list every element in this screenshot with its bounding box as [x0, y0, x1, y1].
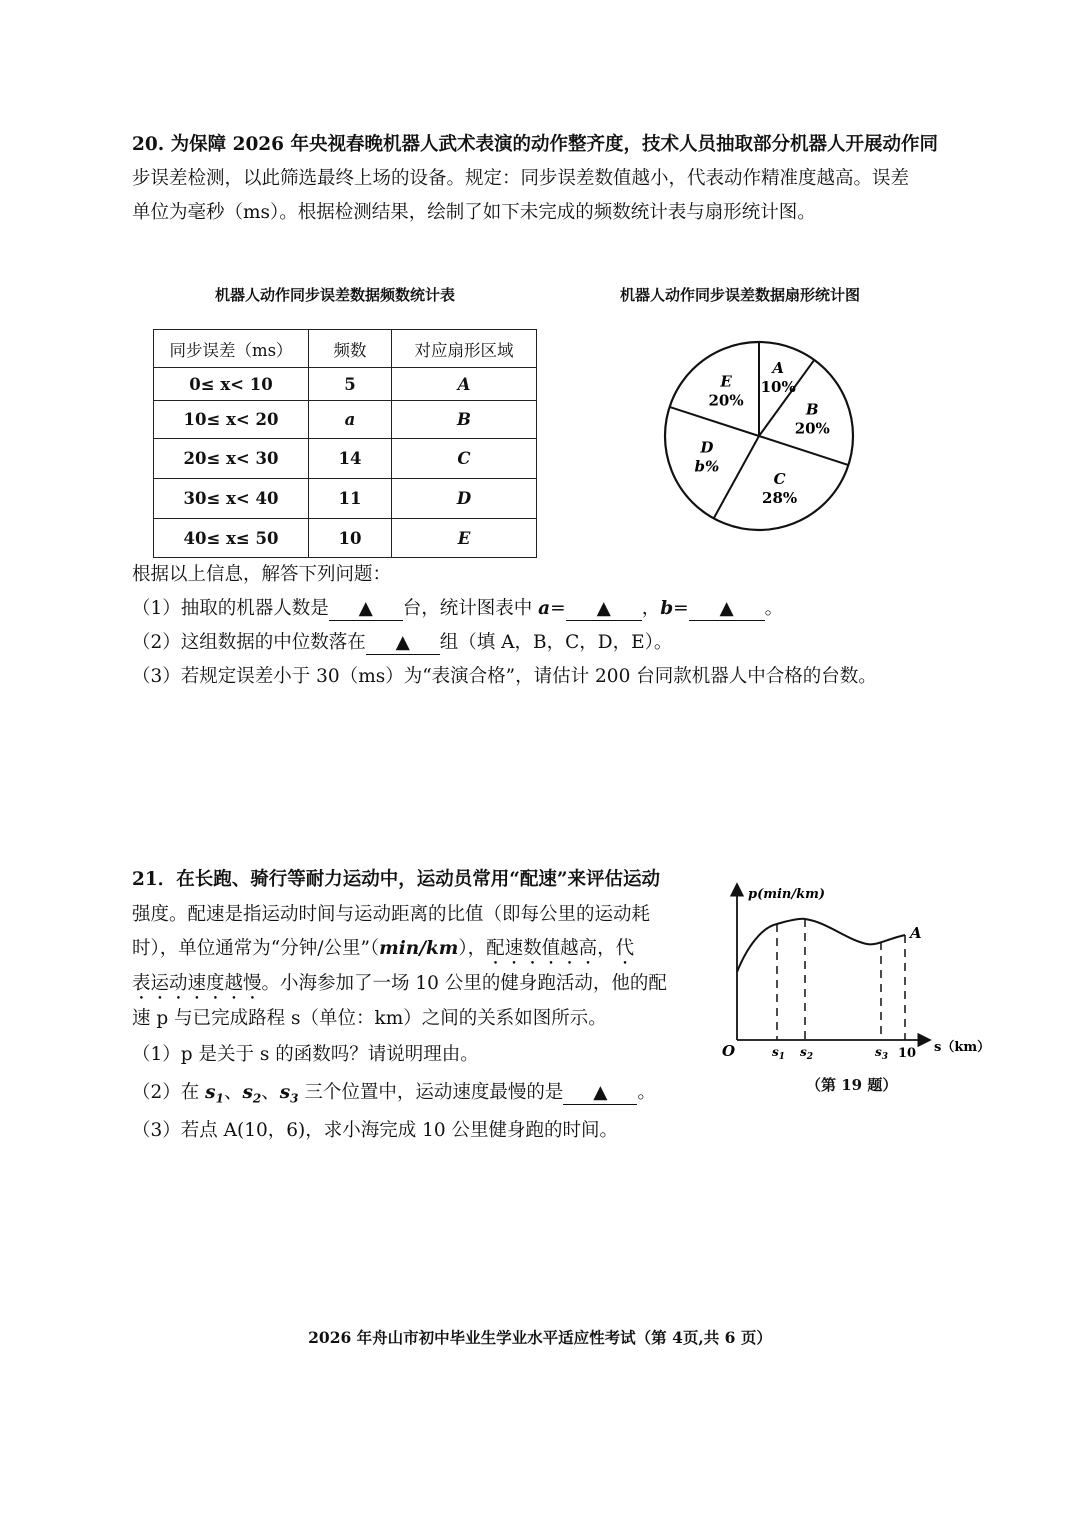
- pie-slice-label: D: [700, 438, 714, 457]
- table-header-region: 对应扇形区域: [392, 330, 537, 368]
- q20-sub1: [132, 592, 783, 626]
- pace-graph: [712, 872, 1002, 1097]
- table-cell-freq: 14: [309, 439, 392, 479]
- table-cell-range: 0≤ x< 10: [154, 368, 309, 401]
- origin-label: O: [722, 1042, 736, 1060]
- table-title: 机器人动作同步误差数据频数统计表: [215, 286, 456, 304]
- q21-sub3: （3）若点 A(10，6)，求小海完成 10 公里健身跑的时间。: [132, 1120, 619, 1141]
- pie-slice-value: b%: [694, 457, 720, 476]
- tick-s2: $s_2$: [800, 1045, 814, 1062]
- table-header-range: 同步误差（ms）: [154, 330, 309, 368]
- table-cell-region: C: [392, 439, 537, 479]
- q20-sub2-text2: 组（填 A，B，C，D，E）。: [439, 632, 673, 653]
- q21-line5: 速 p 与已完成路程 s（单位：km）之间的关系如图所示。: [132, 1008, 607, 1029]
- unit-min-km: min/km: [379, 938, 459, 959]
- table-cell-region: B: [392, 401, 537, 439]
- tick-s3: $s_3$: [875, 1045, 889, 1062]
- tick-10: 10: [898, 1046, 917, 1061]
- var-s2: $s_2$: [242, 1082, 262, 1106]
- q20-sub1-end: 。: [764, 598, 784, 619]
- q21-sub1: （1）p 是关于 s 的函数吗？请说明理由。: [132, 1044, 479, 1065]
- answer-blank-slowest[interactable]: ▲: [563, 1082, 637, 1105]
- table-header-freq: 频数: [309, 330, 392, 368]
- var-a: a: [538, 598, 551, 619]
- q20-sub1-text1: （1）抽取的机器人数是: [132, 598, 329, 619]
- q21-line2: 强度。配速是指运动时间与运动距离的比值（即每公里的运动耗: [132, 904, 651, 925]
- frequency-table: [153, 329, 537, 558]
- table-cell-region: A: [392, 368, 537, 401]
- q20-sub1-eq-b: =: [673, 598, 689, 619]
- table-cell-freq: 11: [309, 479, 392, 519]
- pie-slice-value: 10%: [760, 378, 796, 397]
- var-s3: $s_3$: [279, 1082, 299, 1106]
- pie-slice-label: C: [773, 470, 786, 489]
- table-row: [154, 519, 537, 558]
- q21-line3-a: 时），单位通常为“分钟/公里”（: [132, 938, 380, 959]
- answer-blank-a[interactable]: ▲: [566, 598, 642, 621]
- q21-sub2: （2）在 $s_1$、$s_2$、$s_3$ 三个位置中，运动速度最慢的是 ▲ 。: [132, 1082, 656, 1106]
- pie-slice-label: E: [720, 372, 732, 391]
- pie-divider: [759, 436, 848, 465]
- pie-slice-value: 20%: [794, 419, 830, 438]
- q20-sub1-sep: ，: [641, 598, 661, 619]
- answer-blank-median[interactable]: ▲: [366, 632, 440, 655]
- var-s1: $s_1$: [205, 1082, 224, 1106]
- pie-slice-value: 28%: [762, 489, 798, 508]
- table-cell-range: 40≤ x≤ 50: [154, 519, 309, 558]
- q20-sub3: （3）若规定误差小于 30（ms）为“表演合格”，请估计 200 台同款机器人中合格的台数。: [132, 666, 877, 687]
- table-cell-range: 30≤ x< 40: [154, 479, 309, 519]
- table-cell-range: 20≤ x< 30: [154, 439, 309, 479]
- pace-curve: [737, 919, 905, 972]
- q21-line3: [132, 932, 634, 969]
- q20-sub1-text2: 台，统计图表中: [402, 598, 539, 619]
- x-axis-label: s（km）: [934, 1040, 991, 1055]
- pie-slice-label: B: [805, 400, 819, 419]
- table-cell-range: 10≤ x< 20: [154, 401, 309, 439]
- table-row: [154, 401, 537, 439]
- y-axis-label: p(min/km): [748, 887, 826, 902]
- pie-chart: [655, 335, 865, 535]
- q21-line4: [132, 967, 667, 1004]
- var-b: b: [660, 598, 674, 619]
- table-cell-freq: 5: [309, 368, 392, 401]
- table-row: [154, 368, 537, 401]
- table-row: [154, 439, 537, 479]
- answer-blank-b[interactable]: ▲: [689, 598, 765, 621]
- table-cell-freq: a: [309, 401, 392, 439]
- table-cell-region: D: [392, 479, 537, 519]
- q21-sub2-b: 三个位置中，运动速度最慢的是: [298, 1082, 564, 1103]
- pie-chart-title: 机器人动作同步误差数据扇形统计图: [620, 286, 861, 304]
- table-cell-freq: 10: [309, 519, 392, 558]
- pie-slice-label: A: [772, 359, 784, 378]
- pie-divider: [714, 436, 759, 518]
- pie-divider: [670, 407, 759, 436]
- figure-caption: （第 19 题）: [806, 1076, 898, 1094]
- table-cell-region: E: [392, 519, 537, 558]
- page-footer: 2026 年舟山市初中毕业生学业水平适应性考试（第 4页,共 6 页）: [308, 1328, 772, 1347]
- table-row: [154, 479, 537, 519]
- q20-sub1-eq-a: =: [550, 598, 566, 619]
- q20-sub2-text1: （2）这组数据的中位数落在: [132, 632, 366, 653]
- q20-intro-line3: 单位为毫秒（ms）。根据检测结果，绘制了如下未完成的频数统计表与扇形统计图。: [132, 202, 816, 223]
- q21-line3-b: ），: [458, 938, 487, 959]
- pie-slice-value: 20%: [708, 391, 744, 410]
- q21-sub2-a: （2）在: [132, 1082, 206, 1103]
- answer-blank-count[interactable]: ▲: [329, 598, 403, 621]
- q20-intro-line1: 20. 为保障 2026 年央视春晚机器人武术表演的动作整齐度，技术人员抽取部分机器人开展动作同: [132, 134, 938, 155]
- q20-sub2: [132, 626, 672, 660]
- emphasis-text-1: 配速数值越高，代: [486, 938, 635, 959]
- point-a-label: A: [910, 924, 922, 942]
- q21-line4-b: 。小海参加了一场 10 公里的健身跑活动，他的配: [261, 973, 667, 994]
- tick-s1: $s_1$: [772, 1045, 786, 1062]
- q20-prompt: 根据以上信息，解答下列问题：: [132, 564, 392, 585]
- table-header-row: [154, 330, 537, 368]
- q20-intro-line2: 步误差检测，以此筛选最终上场的设备。规定：同步误差数值越小，代表动作精准度越高。误差: [132, 168, 910, 189]
- q21-line1: 21．在长跑、骑行等耐力运动中，运动员常用“配速”来评估运动: [132, 869, 661, 890]
- q21-sub2-end: 。: [637, 1082, 656, 1103]
- emphasis-text-2: 表运动速度越慢: [132, 973, 262, 994]
